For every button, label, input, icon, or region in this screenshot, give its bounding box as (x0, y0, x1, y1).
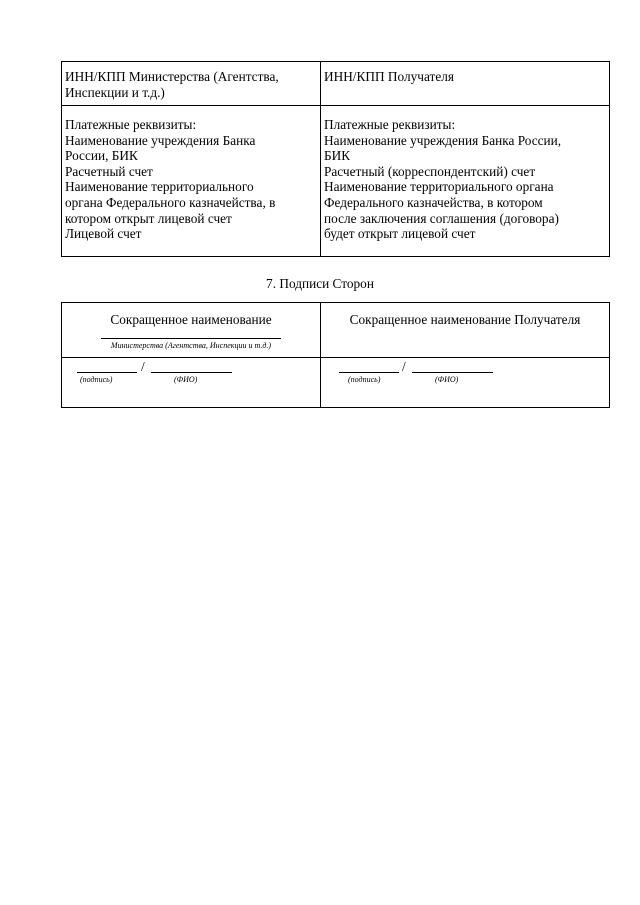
requisites-table (61, 61, 610, 257)
ministry-signature-line (77, 372, 137, 373)
ministry-inn-kpp-line-2: Инспекции и т.д.) (65, 84, 165, 100)
ministry-inn-kpp-line-1: ИНН/КПП Министерства (Агентства, (65, 69, 279, 84)
ministry-fio-label: (ФИО) (174, 375, 198, 384)
recipient-short-name: Сокращенное наименование Получателя (349, 312, 581, 327)
ministry-signature-cell (62, 358, 321, 408)
ministry-name-cell (62, 303, 321, 358)
recipient-inn-kpp-line-1: ИНН/КПП Получателя (324, 69, 454, 84)
recipient-inn-kpp-cell (321, 62, 610, 106)
ministry-fio-line (151, 372, 232, 373)
recipient-fio-line (412, 372, 493, 373)
recipient-signature-line (339, 372, 399, 373)
ministry-details-line-3: России, БИК (65, 148, 138, 164)
ministry-details-line-6: органа Федерального казначейства, в (65, 194, 276, 210)
recipient-fio-label: (ФИО) (435, 375, 459, 384)
recipient-details-line-5: Наименование территориального органа (324, 179, 554, 195)
ministry-name-hint: Министерства (Агентства, Инспекции и т.д.) (110, 341, 272, 350)
recipient-details-line-3: БИК (324, 148, 351, 164)
requisites-header-row (62, 62, 610, 106)
ministry-details-line-8: Лицевой счет (65, 226, 142, 242)
ministry-details-line-5: Наименование территориального (65, 179, 254, 195)
recipient-signature-cell (321, 358, 610, 408)
ministry-payment-details-cell (62, 106, 321, 257)
signatures-table (61, 302, 610, 408)
recipient-signature-slash: / (402, 359, 406, 374)
recipient-details-line-4: Расчетный (корреспондентский) счет (324, 163, 536, 179)
ministry-details-line-2: Наименование учреждения Банка (65, 132, 256, 148)
requisites-details-row (62, 106, 610, 257)
signatures-sign-row (62, 358, 610, 408)
recipient-details-line-2: Наименование учреждения Банка России, (324, 132, 562, 148)
ministry-inn-kpp-cell (62, 62, 321, 106)
recipient-details-line-6: Федерального казначейства, в котором (324, 194, 543, 210)
ministry-details-line-4: Расчетный счет (65, 163, 153, 179)
ministry-details-line-1: Платежные реквизиты: (65, 117, 197, 132)
signatures-name-row (62, 303, 610, 358)
recipient-name-cell (321, 303, 610, 358)
ministry-details-line-7: котором открыт лицевой счет (65, 210, 232, 226)
ministry-signature-label: (подпись) (80, 375, 113, 384)
recipient-details-line-1: Платежные реквизиты: (324, 117, 456, 132)
recipient-payment-details-cell (321, 106, 610, 257)
ministry-short-name: Сокращенное наименование (110, 312, 272, 327)
recipient-details-line-8: будет открыт лицевой счет (324, 226, 476, 242)
signatures-section-title: 7. Подписи Сторон (266, 276, 374, 291)
recipient-details-line-7: после заключения соглашения (договора) (324, 210, 559, 226)
ministry-signature-slash: / (141, 359, 145, 374)
ministry-name-rule (101, 338, 281, 339)
recipient-signature-label: (подпись) (348, 375, 381, 384)
